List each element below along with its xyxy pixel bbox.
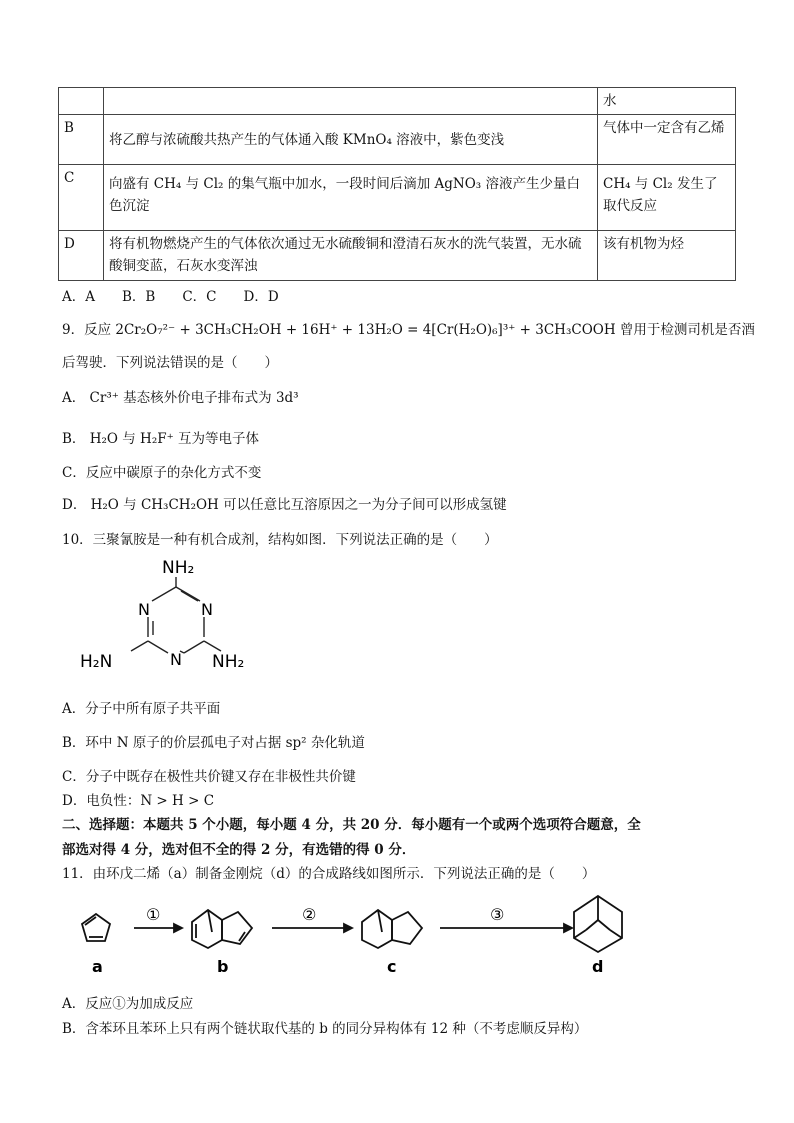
row-label: C [59,165,104,231]
nh2-right-label: NH₂ [212,652,245,672]
compound-b-label: b [217,957,229,976]
row-label: D [59,231,104,281]
step-3-marker: ③ [490,905,505,924]
q9-option-a: A． Cr³⁺ 基态核外价电子排布式为 3d³ [62,390,299,406]
row-conclusion: CH₄ 与 Cl₂ 发生了取代反应 [598,165,736,231]
q10-option-b: B．环中 N 原子的价层孤电子对占据 sp² 杂化轨道 [62,735,365,751]
row-experiment: 向盛有 CH₄ 与 Cl₂ 的集气瓶中加水，一段时间后滴加 AgNO₃ 溶液产生少量白色沉淀 [104,165,598,231]
row-conclusion: 水 [598,88,736,115]
ring-n-atom: N [138,600,150,619]
nh2-left-label: H₂N [80,652,113,672]
table-row [59,231,736,281]
q9-option-b: B． H₂O 与 H₂F⁺ 互为等电子体 [62,431,260,447]
q10-stem: 10．三聚氰胺是一种有机合成剂，结构如图．下列说法正确的是（ ） [62,532,498,548]
ring-n-atom: N [170,650,182,669]
row-conclusion: 气体中一定含有乙烯 [598,115,736,165]
row-experiment: 将乙醇与浓硫酸共热产生的气体通入酸 KMnO₄ 溶液中，紫色变浅 [104,115,598,165]
row-label [59,88,104,115]
ring-n-atom: N [201,600,213,619]
step-2-marker: ② [302,905,317,924]
q10-option-c: C．分子中既存在极性共价键又存在非极性共价键 [62,769,356,785]
q9-option-c: C．反应中碳原子的杂化方式不变 [62,465,262,481]
q9-option-d: D． H₂O 与 CH₃CH₂OH 可以任意比互溶原因之一为分子间可以形成氢键 [62,497,507,513]
q10-option-a: A．分子中所有原子共平面 [62,701,221,717]
melamine-structure [76,555,256,685]
compound-a-label: a [92,957,103,976]
table-row [59,88,736,115]
section2-heading-line2: 部选对得 4 分，选对但不全的得 2 分，有选错的得 0 分． [62,842,416,858]
q8-options-table [58,87,736,281]
q11-stem: 11．由环戊二烯（a）制备金刚烷（d）的合成路线如图所示．下列说法正确的是（ ） [62,866,596,882]
q9-stem-line2: 后驾驶．下列说法错误的是（ ） [62,355,278,371]
q10-option-d: D．电负性：N > H > C [62,793,215,809]
q8-answer-options: A．A B．B C．C D．D [62,289,279,305]
nh2-top-label: NH₂ [162,558,195,578]
q9-stem-line1: 9．反应 2Cr₂O₇²⁻ + 3CH₃CH₂OH + 16H⁺ + 13H₂O = 4[Cr(H₂O)₆]³⁺ + 3CH₃COOH 曾用于检测司机是否酒 [62,322,755,338]
q11-option-b: B．含苯环且苯环上只有两个链状取代基的 b 的同分异构体有 12 种（不考虑顺反异构） [62,1021,588,1037]
row-experiment [104,88,598,115]
compound-d-label: d [592,957,604,976]
row-conclusion: 该有机物为烃 [598,231,736,281]
compound-c-label: c [387,957,397,976]
row-experiment: 将有机物燃烧产生的气体依次通过无水硫酸铜和澄清石灰水的洗气装置，无水硫酸铜变蓝，石灰水变浑浊 [104,231,598,281]
synthesis-route-diagram [62,890,702,985]
table-row [59,115,736,165]
q11-option-a: A．反应①为加成反应 [62,996,194,1012]
section2-heading-line1: 二、选择题：本题共 5 个小题，每小题 4 分，共 20 分．每小题有一个或两个选项符合题意，全 [62,817,641,833]
step-1-marker: ① [146,905,161,924]
row-label: B [59,115,104,165]
table-row [59,165,736,231]
